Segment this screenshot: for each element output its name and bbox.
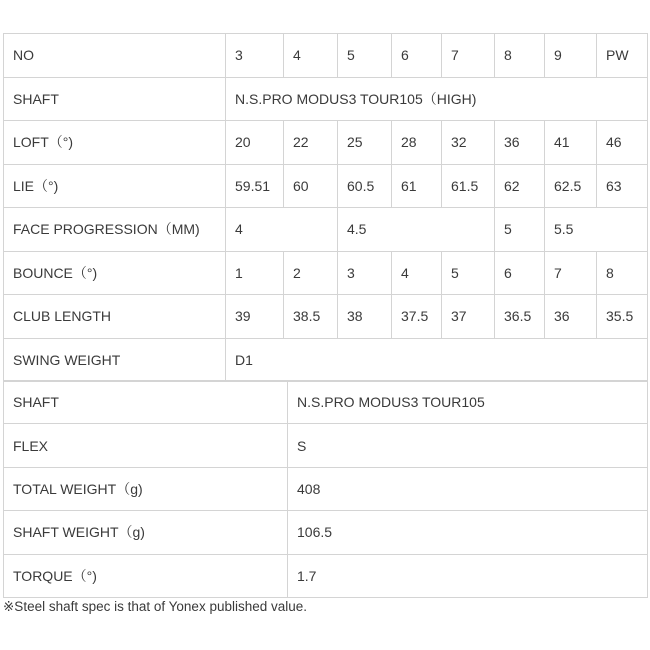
cell: 35.5 [597, 295, 648, 339]
row-label: TOTAL WEIGHT（g) [4, 467, 288, 510]
cell: 7 [442, 34, 495, 78]
cell: 1 [226, 251, 284, 295]
row-label: LIE（°) [4, 164, 226, 208]
row-loft [4, 121, 648, 165]
cell: 4.5 [338, 208, 495, 252]
cell: 60 [284, 164, 338, 208]
cell: 61 [392, 164, 442, 208]
cell: 5 [495, 208, 545, 252]
cell: 38.5 [284, 295, 338, 339]
row-shaft-weight [4, 511, 648, 554]
cell: 6 [392, 34, 442, 78]
row-label: BOUNCE（°) [4, 251, 226, 295]
cell: 6 [495, 251, 545, 295]
cell: 3 [338, 251, 392, 295]
cell: D1 [226, 338, 648, 382]
cell: 20 [226, 121, 284, 165]
cell: 4 [392, 251, 442, 295]
row-label: TORQUE（°) [4, 554, 288, 597]
row-club-length [4, 295, 648, 339]
cell: 408 [288, 467, 648, 510]
cell: 8 [495, 34, 545, 78]
cell: 41 [545, 121, 597, 165]
cell: 32 [442, 121, 495, 165]
cell: 36 [545, 295, 597, 339]
cell: 106.5 [288, 511, 648, 554]
footnote: ※Steel shaft spec is that of Yonex published value. [3, 599, 308, 614]
row-label: NO [4, 34, 226, 78]
cell: 62 [495, 164, 545, 208]
cell: 5 [442, 251, 495, 295]
cell: 3 [226, 34, 284, 78]
row-flex [4, 424, 648, 467]
cell: S [288, 424, 648, 467]
cell: 5.5 [545, 208, 648, 252]
cell: 4 [226, 208, 338, 252]
cell: 8 [597, 251, 648, 295]
cell: 37 [442, 295, 495, 339]
cell: PW [597, 34, 648, 78]
cell: 36 [495, 121, 545, 165]
row-label: FACE PROGRESSION（MM) [4, 208, 226, 252]
cell: 25 [338, 121, 392, 165]
club-spec-table [3, 33, 648, 382]
cell: 60.5 [338, 164, 392, 208]
cell: 62.5 [545, 164, 597, 208]
cell: N.S.PRO MODUS3 TOUR105（HIGH) [226, 77, 648, 121]
row-label: LOFT（°) [4, 121, 226, 165]
cell: 1.7 [288, 554, 648, 597]
row-lie [4, 164, 648, 208]
cell: 36.5 [495, 295, 545, 339]
cell: 2 [284, 251, 338, 295]
row-label: CLUB LENGTH [4, 295, 226, 339]
row-no [4, 34, 648, 78]
cell: 5 [338, 34, 392, 78]
shaft-spec-table [3, 380, 648, 598]
cell: 4 [284, 34, 338, 78]
row-label: SWING WEIGHT [4, 338, 226, 382]
row-bounce [4, 251, 648, 295]
row-label: SHAFT [4, 381, 288, 424]
cell: 9 [545, 34, 597, 78]
cell: 28 [392, 121, 442, 165]
cell: 59.51 [226, 164, 284, 208]
cell: 61.5 [442, 164, 495, 208]
cell: 39 [226, 295, 284, 339]
cell: 63 [597, 164, 648, 208]
cell: 7 [545, 251, 597, 295]
row-shaft [4, 381, 648, 424]
row-label: SHAFT WEIGHT（g) [4, 511, 288, 554]
row-torque [4, 554, 648, 597]
cell: N.S.PRO MODUS3 TOUR105 [288, 381, 648, 424]
row-total-weight [4, 467, 648, 510]
cell: 46 [597, 121, 648, 165]
cell: 37.5 [392, 295, 442, 339]
row-shaft [4, 77, 648, 121]
cell: 38 [338, 295, 392, 339]
row-label: FLEX [4, 424, 288, 467]
row-swing-weight [4, 338, 648, 382]
cell: 22 [284, 121, 338, 165]
row-face-progression [4, 208, 648, 252]
row-label: SHAFT [4, 77, 226, 121]
